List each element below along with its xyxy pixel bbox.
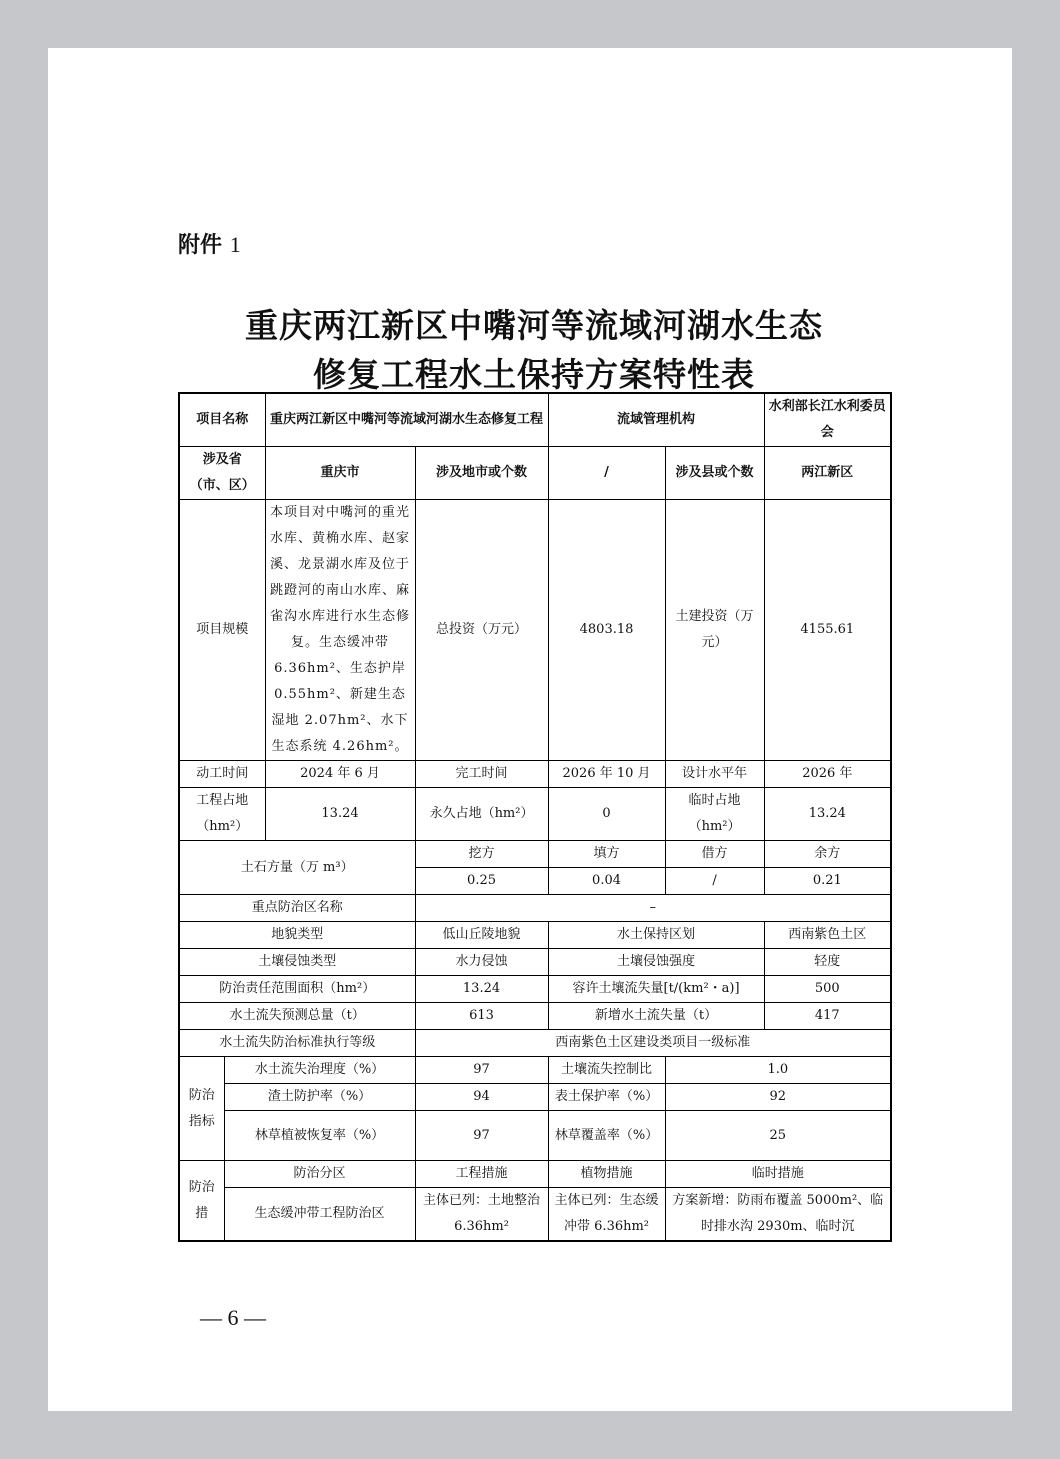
value: 92 (665, 1084, 891, 1111)
label: 工程占地（hm²） (179, 788, 265, 841)
row-key-zone (179, 895, 891, 922)
value: 94 (415, 1084, 548, 1111)
label: 水土流失防治标准执行等级 (179, 1030, 415, 1057)
value: 417 (764, 1003, 891, 1030)
label: 重点防治区名称 (179, 895, 415, 922)
value: 13.24 (764, 788, 891, 841)
value: 2026 年 (764, 761, 891, 788)
label: 土壤侵蚀强度 (548, 949, 764, 976)
label: 流域管理机构 (548, 393, 764, 447)
value: 两江新区 (764, 447, 891, 500)
header: 临时措施 (665, 1161, 891, 1188)
row-loss-forecast (179, 1003, 891, 1030)
value: 1.0 (665, 1057, 891, 1084)
label: 林草植被恢复率（%） (224, 1111, 415, 1161)
spec-table (178, 392, 892, 1242)
row-indicator-2 (179, 1084, 891, 1111)
label: 土建投资（万元） (665, 500, 764, 761)
value: 13.24 (415, 976, 548, 1003)
label: 临时占地（hm²） (665, 788, 764, 841)
value: 西南紫色土区建设类项目一级标准 (415, 1030, 891, 1057)
row-measures-header (179, 1161, 891, 1188)
header: 借方 (665, 841, 764, 868)
value: 水利部长江水利委员会 (764, 393, 891, 447)
plant-measures: 主体已列：生态缓冲带 6.36hm² (548, 1188, 665, 1242)
row-responsibility (179, 976, 891, 1003)
header: 防治分区 (224, 1161, 415, 1188)
row-dates (179, 761, 891, 788)
zone-name: 生态缓冲带工程防治区 (224, 1188, 415, 1242)
label: 完工时间 (415, 761, 548, 788)
page-number: — 6 — (200, 1305, 266, 1330)
label: 设计水平年 (665, 761, 764, 788)
value: 4155.61 (764, 500, 891, 761)
value: – (415, 895, 891, 922)
value: 重庆市 (265, 447, 415, 500)
row-indicator-1 (179, 1057, 891, 1084)
value: 13.24 (265, 788, 415, 841)
value: 2024 年 6 月 (265, 761, 415, 788)
label: 涉及地市或个数 (415, 447, 548, 500)
header: 余方 (764, 841, 891, 868)
label: 水土流失治理度（%） (224, 1057, 415, 1084)
label: 新增水土流失量（t） (548, 1003, 764, 1030)
label: 渣土防护率（%） (224, 1084, 415, 1111)
header: 填方 (548, 841, 665, 868)
label: 地貌类型 (179, 922, 415, 949)
row-province (179, 447, 891, 500)
row-scale (179, 500, 891, 761)
header: 工程措施 (415, 1161, 548, 1188)
label: 总投资（万元） (415, 500, 548, 761)
value: 97 (415, 1111, 548, 1161)
attachment-label: 附件 1 (178, 232, 241, 258)
scale-description: 本项目对中嘴河的重光水库、黄桷水库、赵家溪、龙景湖水库及位于跳蹬河的南山水库、麻雀沟水库进行水生态修复。生态缓冲带 6.36hm²、生态护岸 0.55hm²、新建生态湿地 2.07hm²、水下生态系统 4.26hm²。 (265, 500, 415, 761)
label: 动工时间 (179, 761, 265, 788)
value: 500 (764, 976, 891, 1003)
value: 水力侵蚀 (415, 949, 548, 976)
row-project-name (179, 393, 891, 447)
value: 0.25 (415, 868, 548, 895)
row-indicator-3 (179, 1111, 891, 1161)
row-earthwork-header (179, 841, 891, 868)
value: 0.21 (764, 868, 891, 895)
label: 容许土壤流失量[t/(km²・a)] (548, 976, 764, 1003)
label: 水土保持区划 (548, 922, 764, 949)
label: 涉及县或个数 (665, 447, 764, 500)
label: 表土保护率（%） (548, 1084, 665, 1111)
label: 土石方量（万 m³） (179, 841, 415, 895)
value: 4803.18 (548, 500, 665, 761)
title-line-2: 修复工程水土保持方案特性表 (313, 355, 755, 394)
label: 项目规模 (179, 500, 265, 761)
value: 西南紫色土区 (764, 922, 891, 949)
header: 挖方 (415, 841, 548, 868)
value: 0.04 (548, 868, 665, 895)
label: 项目名称 (179, 393, 265, 447)
row-erosion-type (179, 949, 891, 976)
label: 涉及省（市、区） (179, 447, 265, 500)
value: 613 (415, 1003, 548, 1030)
value: / (548, 447, 665, 500)
measures-group-label: 防治措 (179, 1161, 224, 1242)
label: 土壤侵蚀类型 (179, 949, 415, 976)
title-line-1: 重庆两江新区中嘴河等流域河湖水生态 (245, 306, 823, 345)
value: / (665, 868, 764, 895)
temporary-measures: 方案新增：防雨布覆盖 5000m²、临时排水沟 2930m、临时沉 (665, 1188, 891, 1242)
label: 水土流失预测总量（t） (179, 1003, 415, 1030)
value: 轻度 (764, 949, 891, 976)
engineering-measures: 主体已列：土地整治 6.36hm² (415, 1188, 548, 1242)
indicator-group-label: 防治指标 (179, 1057, 224, 1161)
value: 0 (548, 788, 665, 841)
label: 土壤流失控制比 (548, 1057, 665, 1084)
label: 防治责任范围面积（hm²） (179, 976, 415, 1003)
value: 低山丘陵地貌 (415, 922, 548, 949)
row-land (179, 788, 891, 841)
value: 25 (665, 1111, 891, 1161)
value: 2026 年 10 月 (548, 761, 665, 788)
row-landform (179, 922, 891, 949)
label: 林草覆盖率（%） (548, 1111, 665, 1161)
value: 97 (415, 1057, 548, 1084)
row-measures-zone (179, 1188, 891, 1242)
row-standard (179, 1030, 891, 1057)
label: 永久占地（hm²） (415, 788, 548, 841)
header: 植物措施 (548, 1161, 665, 1188)
value: 重庆两江新区中嘴河等流域河湖水生态修复工程 (265, 393, 548, 447)
